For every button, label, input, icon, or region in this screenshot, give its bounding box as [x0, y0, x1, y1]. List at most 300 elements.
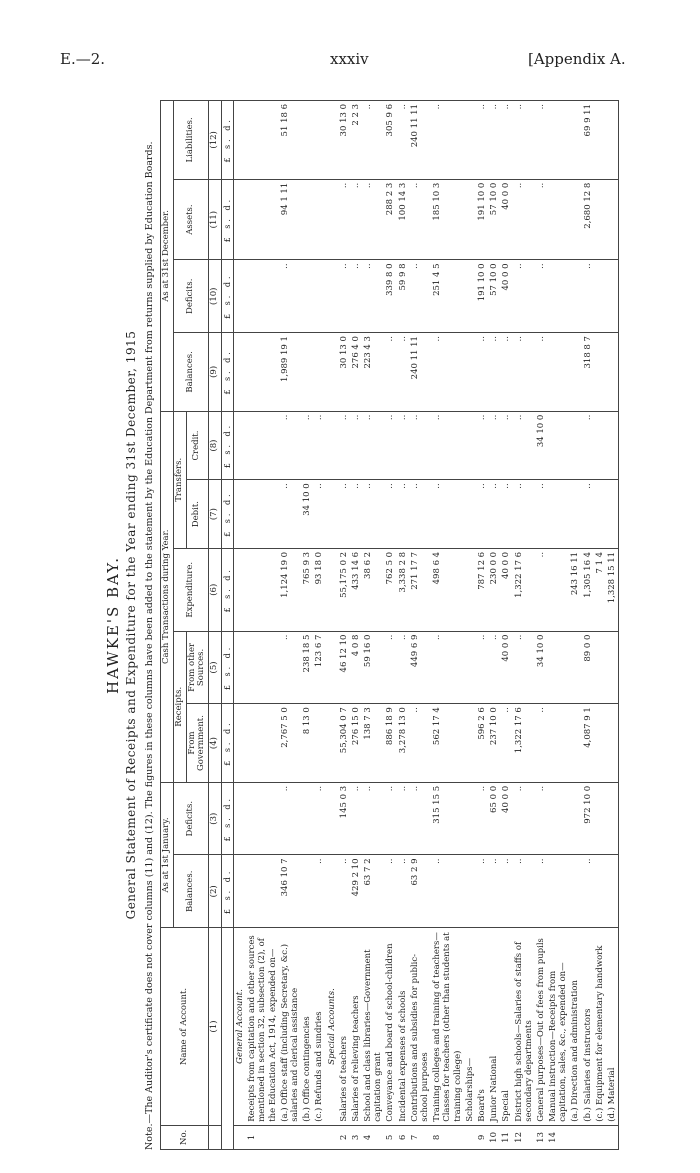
- header-name: Name of Account.: [161, 928, 209, 1126]
- amount-c12: ..: [513, 101, 535, 180]
- units-label: £ s. d.: [221, 480, 233, 549]
- row-number: [301, 1125, 313, 1149]
- amount-c11: [547, 179, 569, 260]
- amount-c10: [301, 260, 313, 333]
- colnum-blank: [209, 1125, 222, 1149]
- amount-c9: 1,989 19 1: [279, 333, 301, 412]
- amount-c10: 59 9 8: [397, 260, 409, 333]
- amount-c3: 145 0 3: [338, 782, 350, 855]
- column-number: (5): [209, 631, 222, 704]
- amount-c8: [594, 411, 606, 480]
- column-number: (11): [209, 179, 222, 260]
- statement-subtitle: General Statement of Receipts and Expenditure for the Year ending 31st December, 1915: [124, 330, 138, 920]
- amount-c4: [569, 704, 581, 783]
- amount-c5: 89 0 0: [582, 631, 594, 704]
- amount-c3: ..: [476, 782, 488, 855]
- rotated-table-area: [100, 80, 640, 1170]
- amount-c7: [594, 480, 606, 549]
- amount-c6: 787 12 6: [476, 548, 488, 631]
- amount-c9: [547, 333, 569, 412]
- amount-c11: [234, 179, 247, 260]
- amount-c10: [326, 260, 338, 333]
- account-name: (c.) Refunds and sundries: [313, 928, 325, 1126]
- amount-c8: [464, 411, 476, 480]
- account-name: Training colleges and training of teachers—Classes for teachers (other than students at training college): [431, 928, 464, 1126]
- account-name: Junior National: [488, 928, 500, 1126]
- amount-c3: [246, 782, 279, 855]
- amount-c7: ..: [513, 480, 535, 549]
- account-name: Salaries of relieving teachers: [350, 928, 362, 1126]
- receipts-expenditure-table: [160, 100, 619, 1150]
- amount-c3: ..: [350, 782, 362, 855]
- amount-c12: 2 2 3: [350, 101, 362, 180]
- amount-c12: ..: [500, 101, 512, 180]
- amount-c3: ..: [384, 782, 396, 855]
- table-row: [547, 101, 569, 1150]
- account-name: Manual instruction—Receipts from capitation, sales, &c., expended on—: [547, 928, 569, 1126]
- amount-c8: [234, 411, 247, 480]
- amount-c8: [326, 411, 338, 480]
- header-credit: Credit.: [186, 411, 209, 480]
- amount-c12: [234, 101, 247, 180]
- amount-c2: [594, 855, 606, 928]
- amount-c9: 30 13 0: [338, 333, 350, 412]
- amount-c12: [569, 101, 581, 180]
- amount-c5: 40 0 0: [500, 631, 512, 704]
- amount-c10: ..: [350, 260, 362, 333]
- units-row: [221, 101, 233, 1150]
- amount-c12: 69 9 11: [582, 101, 594, 180]
- account-name: (c.) Equipment for elementary handwork: [594, 928, 606, 1126]
- amount-c12: 240 11 11: [409, 101, 431, 180]
- amount-c4: [246, 704, 279, 783]
- amount-c12: [594, 101, 606, 180]
- header-from-government: From Government.: [186, 704, 209, 783]
- amount-c5: ..: [513, 631, 535, 704]
- amount-c7: [326, 480, 338, 549]
- amount-c3: ..: [279, 782, 301, 855]
- amount-c5: [569, 631, 581, 704]
- amount-c5: 238 18 5: [301, 631, 313, 704]
- amount-c9: [569, 333, 581, 412]
- column-number: (12): [209, 101, 222, 180]
- amount-c8: ..: [397, 411, 409, 480]
- column-number: (9): [209, 333, 222, 412]
- row-number: 14: [547, 1125, 569, 1149]
- amount-c3: [234, 782, 247, 855]
- amount-c7: ..: [535, 480, 547, 549]
- amount-c9: [464, 333, 476, 412]
- units-label: £ s. d.: [221, 333, 233, 412]
- amount-c9: ..: [500, 333, 512, 412]
- amount-c8: [547, 411, 569, 480]
- amount-c4: [464, 704, 476, 783]
- amount-c4: [326, 704, 338, 783]
- amount-c3: ..: [313, 782, 325, 855]
- account-name: Special: [500, 928, 512, 1126]
- table-row: [362, 101, 384, 1150]
- amount-c9: ..: [431, 333, 464, 412]
- amount-c10: ..: [582, 260, 594, 333]
- amount-c10: ..: [279, 260, 301, 333]
- amount-c10: [569, 260, 581, 333]
- table-row: [350, 101, 362, 1150]
- account-name: Receipts from capitation and other sources mentioned in section 32, subsection (2), of the Education Act, 1914, expended on—: [246, 928, 279, 1126]
- amount-c8: ..: [582, 411, 594, 480]
- amount-c11: ..: [535, 179, 547, 260]
- amount-c7: [234, 480, 247, 549]
- units-label: £ s. d.: [221, 260, 233, 333]
- amount-c2: ..: [476, 855, 488, 928]
- table-row: [476, 101, 488, 1150]
- column-number: (2): [209, 855, 222, 928]
- amount-c4: 138 7 3: [362, 704, 384, 783]
- amount-c8: 34 10 0: [535, 411, 547, 480]
- table-row: [535, 101, 547, 1150]
- amount-c5: [464, 631, 476, 704]
- column-number: (3): [209, 782, 222, 855]
- table-row: [488, 101, 500, 1150]
- amount-c10: ..: [409, 260, 431, 333]
- amount-c9: [326, 333, 338, 412]
- amount-c3: ..: [397, 782, 409, 855]
- amount-c3: ..: [362, 782, 384, 855]
- amount-c2: ..: [500, 855, 512, 928]
- amount-c7: [569, 480, 581, 549]
- amount-c3: ..: [513, 782, 535, 855]
- account-name: Scholarships—: [464, 928, 476, 1126]
- amount-c9: ..: [488, 333, 500, 412]
- amount-c2: ..: [431, 855, 464, 928]
- amount-c4: 3,278 13 0: [397, 704, 409, 783]
- column-number: (4): [209, 704, 222, 783]
- amount-c11: 288 2 3: [384, 179, 396, 260]
- amount-c9: 240 11 11: [409, 333, 431, 412]
- account-name: (a.) Office staff (including Secretary, &c.) salaries and clerical assistance: [279, 928, 301, 1126]
- row-number: 4: [362, 1125, 384, 1149]
- amount-c5: 123 6 7: [313, 631, 325, 704]
- amount-c4: [606, 704, 619, 783]
- row-number: [582, 1125, 594, 1149]
- amount-c6: 93 18 0: [313, 548, 325, 631]
- account-name: School and class libraries—Government capitation grant: [362, 928, 384, 1126]
- amount-c6: 3,338 2 8: [397, 548, 409, 631]
- amount-c2: 63 2 9: [409, 855, 431, 928]
- page-reference: E.—2.: [60, 50, 106, 68]
- section-heading: Special Accounts.: [326, 988, 337, 1065]
- amount-c6: 243 16 11: [569, 548, 581, 631]
- table-row: [606, 101, 619, 1150]
- amount-c6: 1,305 16 4: [582, 548, 594, 631]
- header-assets: Assets.: [173, 179, 208, 260]
- amount-c5: ..: [397, 631, 409, 704]
- amount-c6: [246, 548, 279, 631]
- header-balances: Balances.: [173, 855, 208, 928]
- amount-c11: [326, 179, 338, 260]
- amount-c3: ..: [409, 782, 431, 855]
- amount-c2: [246, 855, 279, 928]
- amount-c6: 1,322 17 6: [513, 548, 535, 631]
- account-name: General purposes—Out of fees from pupils: [535, 928, 547, 1126]
- amount-c8: ..: [431, 411, 464, 480]
- row-number: [464, 1125, 476, 1149]
- amount-c9: [301, 333, 313, 412]
- amount-c11: 191 10 0: [476, 179, 488, 260]
- amount-c11: 185 10 3: [431, 179, 464, 260]
- amount-c6: 7 1 4: [594, 548, 606, 631]
- amount-c8: ..: [384, 411, 396, 480]
- table-row: [279, 101, 301, 1150]
- amount-c5: [246, 631, 279, 704]
- account-name: (b.) Salaries of instructors: [582, 928, 594, 1126]
- amount-c6: 1,124 19 0: [279, 548, 301, 631]
- row-number: 10: [488, 1125, 500, 1149]
- header-from-other: From other Sources.: [186, 631, 209, 704]
- amount-c4: ..: [409, 704, 431, 783]
- amount-c6: [234, 548, 247, 631]
- account-name: Contributions and subsidies for public-school purposes: [409, 928, 431, 1126]
- amount-c10: [464, 260, 476, 333]
- amount-c10: [594, 260, 606, 333]
- amount-c11: [313, 179, 325, 260]
- amount-c5: [606, 631, 619, 704]
- amount-c4: [234, 704, 247, 783]
- header-debit: Debit.: [186, 480, 209, 549]
- amount-c10: ..: [535, 260, 547, 333]
- amount-c2: ..: [582, 855, 594, 928]
- account-name: (b.) Office contingencies: [301, 928, 313, 1126]
- amount-c10: 57 10 0: [488, 260, 500, 333]
- amount-c10: [547, 260, 569, 333]
- amount-c12: [464, 101, 476, 180]
- amount-c7: ..: [384, 480, 396, 549]
- amount-c4: 4,087 9 1: [582, 704, 594, 783]
- amount-c12: [606, 101, 619, 180]
- units-label: £ s. d.: [221, 548, 233, 631]
- table-row: [338, 101, 350, 1150]
- amount-c8: ..: [476, 411, 488, 480]
- amount-c5: 34 10 0: [535, 631, 547, 704]
- amount-c12: [246, 101, 279, 180]
- amount-c4: 276 15 0: [350, 704, 362, 783]
- amount-c12: [326, 101, 338, 180]
- amount-c9: 318 8 7: [582, 333, 594, 412]
- amount-c11: [606, 179, 619, 260]
- amount-c11: [246, 179, 279, 260]
- amount-c2: 429 2 10: [350, 855, 362, 928]
- amount-c6: 230 0 0: [488, 548, 500, 631]
- amount-c10: [313, 260, 325, 333]
- account-name: Board's: [476, 928, 488, 1126]
- amount-c7: ..: [500, 480, 512, 549]
- row-number: 8: [431, 1125, 464, 1149]
- column-number-row: [209, 101, 222, 1150]
- table-row: [326, 101, 338, 1150]
- units-label: £ s. d.: [221, 855, 233, 928]
- amount-c10: ..: [338, 260, 350, 333]
- table-row: [397, 101, 409, 1150]
- row-number: 3: [350, 1125, 362, 1149]
- audit-note: Note.—The Auditor's certificate does not cover columns (11) and (12). The figures in these columns have been added to the statement by the Education Department from returns supplied by Education Boards.: [144, 141, 155, 1150]
- amount-c10: 191 10 0: [476, 260, 488, 333]
- amount-c2: ..: [488, 855, 500, 928]
- amount-c9: 223 4 3: [362, 333, 384, 412]
- table-row: [513, 101, 535, 1150]
- amount-c11: 100 14 3: [397, 179, 409, 260]
- amount-c7: ..: [409, 480, 431, 549]
- amount-c10: [246, 260, 279, 333]
- amount-c7: ..: [350, 480, 362, 549]
- row-number: [279, 1125, 301, 1149]
- account-name: Conveyance and board of school-children: [384, 928, 396, 1126]
- table-row: [234, 101, 247, 1150]
- row-number: 5: [384, 1125, 396, 1149]
- amount-c2: ..: [313, 855, 325, 928]
- amount-c11: ..: [338, 179, 350, 260]
- row-number: 11: [500, 1125, 512, 1149]
- table-row: [384, 101, 396, 1150]
- amount-c9: [594, 333, 606, 412]
- row-number: [594, 1125, 606, 1149]
- units-label: £ s. d.: [221, 631, 233, 704]
- column-number: (1): [209, 928, 222, 1126]
- amount-c4: ..: [500, 704, 512, 783]
- amount-c2: [547, 855, 569, 928]
- amount-c6: ..: [535, 548, 547, 631]
- amount-c7: ..: [431, 480, 464, 549]
- row-number: [569, 1125, 581, 1149]
- amount-c7: ..: [397, 480, 409, 549]
- amount-c12: ..: [476, 101, 488, 180]
- amount-c12: 305 9 6: [384, 101, 396, 180]
- row-number: 2: [338, 1125, 350, 1149]
- amount-c12: ..: [362, 101, 384, 180]
- amount-c5: ..: [476, 631, 488, 704]
- amount-c5: ..: [384, 631, 396, 704]
- amount-c5: [594, 631, 606, 704]
- amount-c3: 315 15 5: [431, 782, 464, 855]
- account-name: (d.) Material: [606, 928, 619, 1126]
- amount-c3: [606, 782, 619, 855]
- amount-c9: ..: [476, 333, 488, 412]
- amount-c2: ..: [384, 855, 396, 928]
- units-blank: [221, 928, 233, 1150]
- units-label: £ s. d.: [221, 704, 233, 783]
- amount-c9: [246, 333, 279, 412]
- amount-c6: [326, 548, 338, 631]
- page-number: xxxiv: [330, 50, 369, 68]
- row-number: 12: [513, 1125, 535, 1149]
- amount-c5: ..: [431, 631, 464, 704]
- amount-c7: ..: [582, 480, 594, 549]
- row-number: [234, 1125, 247, 1149]
- amount-c11: ..: [362, 179, 384, 260]
- amount-c8: ..: [350, 411, 362, 480]
- row-number: [313, 1125, 325, 1149]
- amount-c2: ..: [338, 855, 350, 928]
- amount-c7: ..: [476, 480, 488, 549]
- units-label: £ s. d.: [221, 411, 233, 480]
- amount-c3: [464, 782, 476, 855]
- table-row: [464, 101, 476, 1150]
- amount-c2: [606, 855, 619, 928]
- amount-c2: 346 10 7: [279, 855, 301, 928]
- amount-c6: 1,328 15 11: [606, 548, 619, 631]
- page-title: HAWKE'S BAY.: [104, 555, 122, 695]
- amount-c4: 886 18 9: [384, 704, 396, 783]
- header-transfers: Transfers.: [173, 411, 186, 548]
- units-label: £ s. d.: [221, 101, 233, 180]
- amount-c6: [464, 548, 476, 631]
- amount-c4: 596 2 6: [476, 704, 488, 783]
- table-row: [500, 101, 512, 1150]
- amount-c11: ..: [513, 179, 535, 260]
- amount-c8: ..: [362, 411, 384, 480]
- table-row: [301, 101, 313, 1150]
- amount-c8: ..: [313, 411, 325, 480]
- amount-c12: ..: [488, 101, 500, 180]
- amount-c9: 276 4 0: [350, 333, 362, 412]
- header-balances-dec: Balances.: [173, 333, 208, 412]
- amount-c10: [606, 260, 619, 333]
- amount-c10: 339 8 0: [384, 260, 396, 333]
- amount-c12: 51 18 6: [279, 101, 301, 180]
- amount-c12: [547, 101, 569, 180]
- amount-c7: [464, 480, 476, 549]
- amount-c4: 55,304 0 7: [338, 704, 350, 783]
- amount-c6: [547, 548, 569, 631]
- section-cell: [234, 928, 247, 1126]
- amount-c5: ..: [488, 631, 500, 704]
- row-number: [326, 1125, 338, 1149]
- amount-c2: ..: [535, 855, 547, 928]
- amount-c6: 40 0 0: [500, 548, 512, 631]
- amount-c4: 1,322 17 6: [513, 704, 535, 783]
- column-number: (8): [209, 411, 222, 480]
- row-number: [606, 1125, 619, 1149]
- amount-c9: [313, 333, 325, 412]
- amount-c4: [547, 704, 569, 783]
- amount-c9: ..: [384, 333, 396, 412]
- amount-c12: ..: [397, 101, 409, 180]
- amount-c12: ..: [535, 101, 547, 180]
- header-cash: Cash Transactions during Year.: [161, 411, 174, 782]
- header-deficits-dec: Deficits.: [173, 260, 208, 333]
- amount-c5: 59 16 0: [362, 631, 384, 704]
- units-label: £ s. d.: [221, 782, 233, 855]
- amount-c6: 433 14 6: [350, 548, 362, 631]
- table-row: [569, 101, 581, 1150]
- amount-c5: 4 0 8: [350, 631, 362, 704]
- amount-c8: ..: [488, 411, 500, 480]
- row-number: 9: [476, 1125, 488, 1149]
- account-name: Incidental expenses of schools: [397, 928, 409, 1126]
- amount-c3: [326, 782, 338, 855]
- amount-c6: 762 5 0: [384, 548, 396, 631]
- table-row: [313, 101, 325, 1150]
- amount-c8: ..: [301, 411, 313, 480]
- amount-c4: 562 17 4: [431, 704, 464, 783]
- table-row: [582, 101, 594, 1150]
- column-number: (7): [209, 480, 222, 549]
- amount-c3: ..: [535, 782, 547, 855]
- column-number: (10): [209, 260, 222, 333]
- amount-c10: ..: [513, 260, 535, 333]
- amount-c8: ..: [500, 411, 512, 480]
- amount-c2: [301, 855, 313, 928]
- amount-c6: 765 9 3: [301, 548, 313, 631]
- amount-c2: ..: [513, 855, 535, 928]
